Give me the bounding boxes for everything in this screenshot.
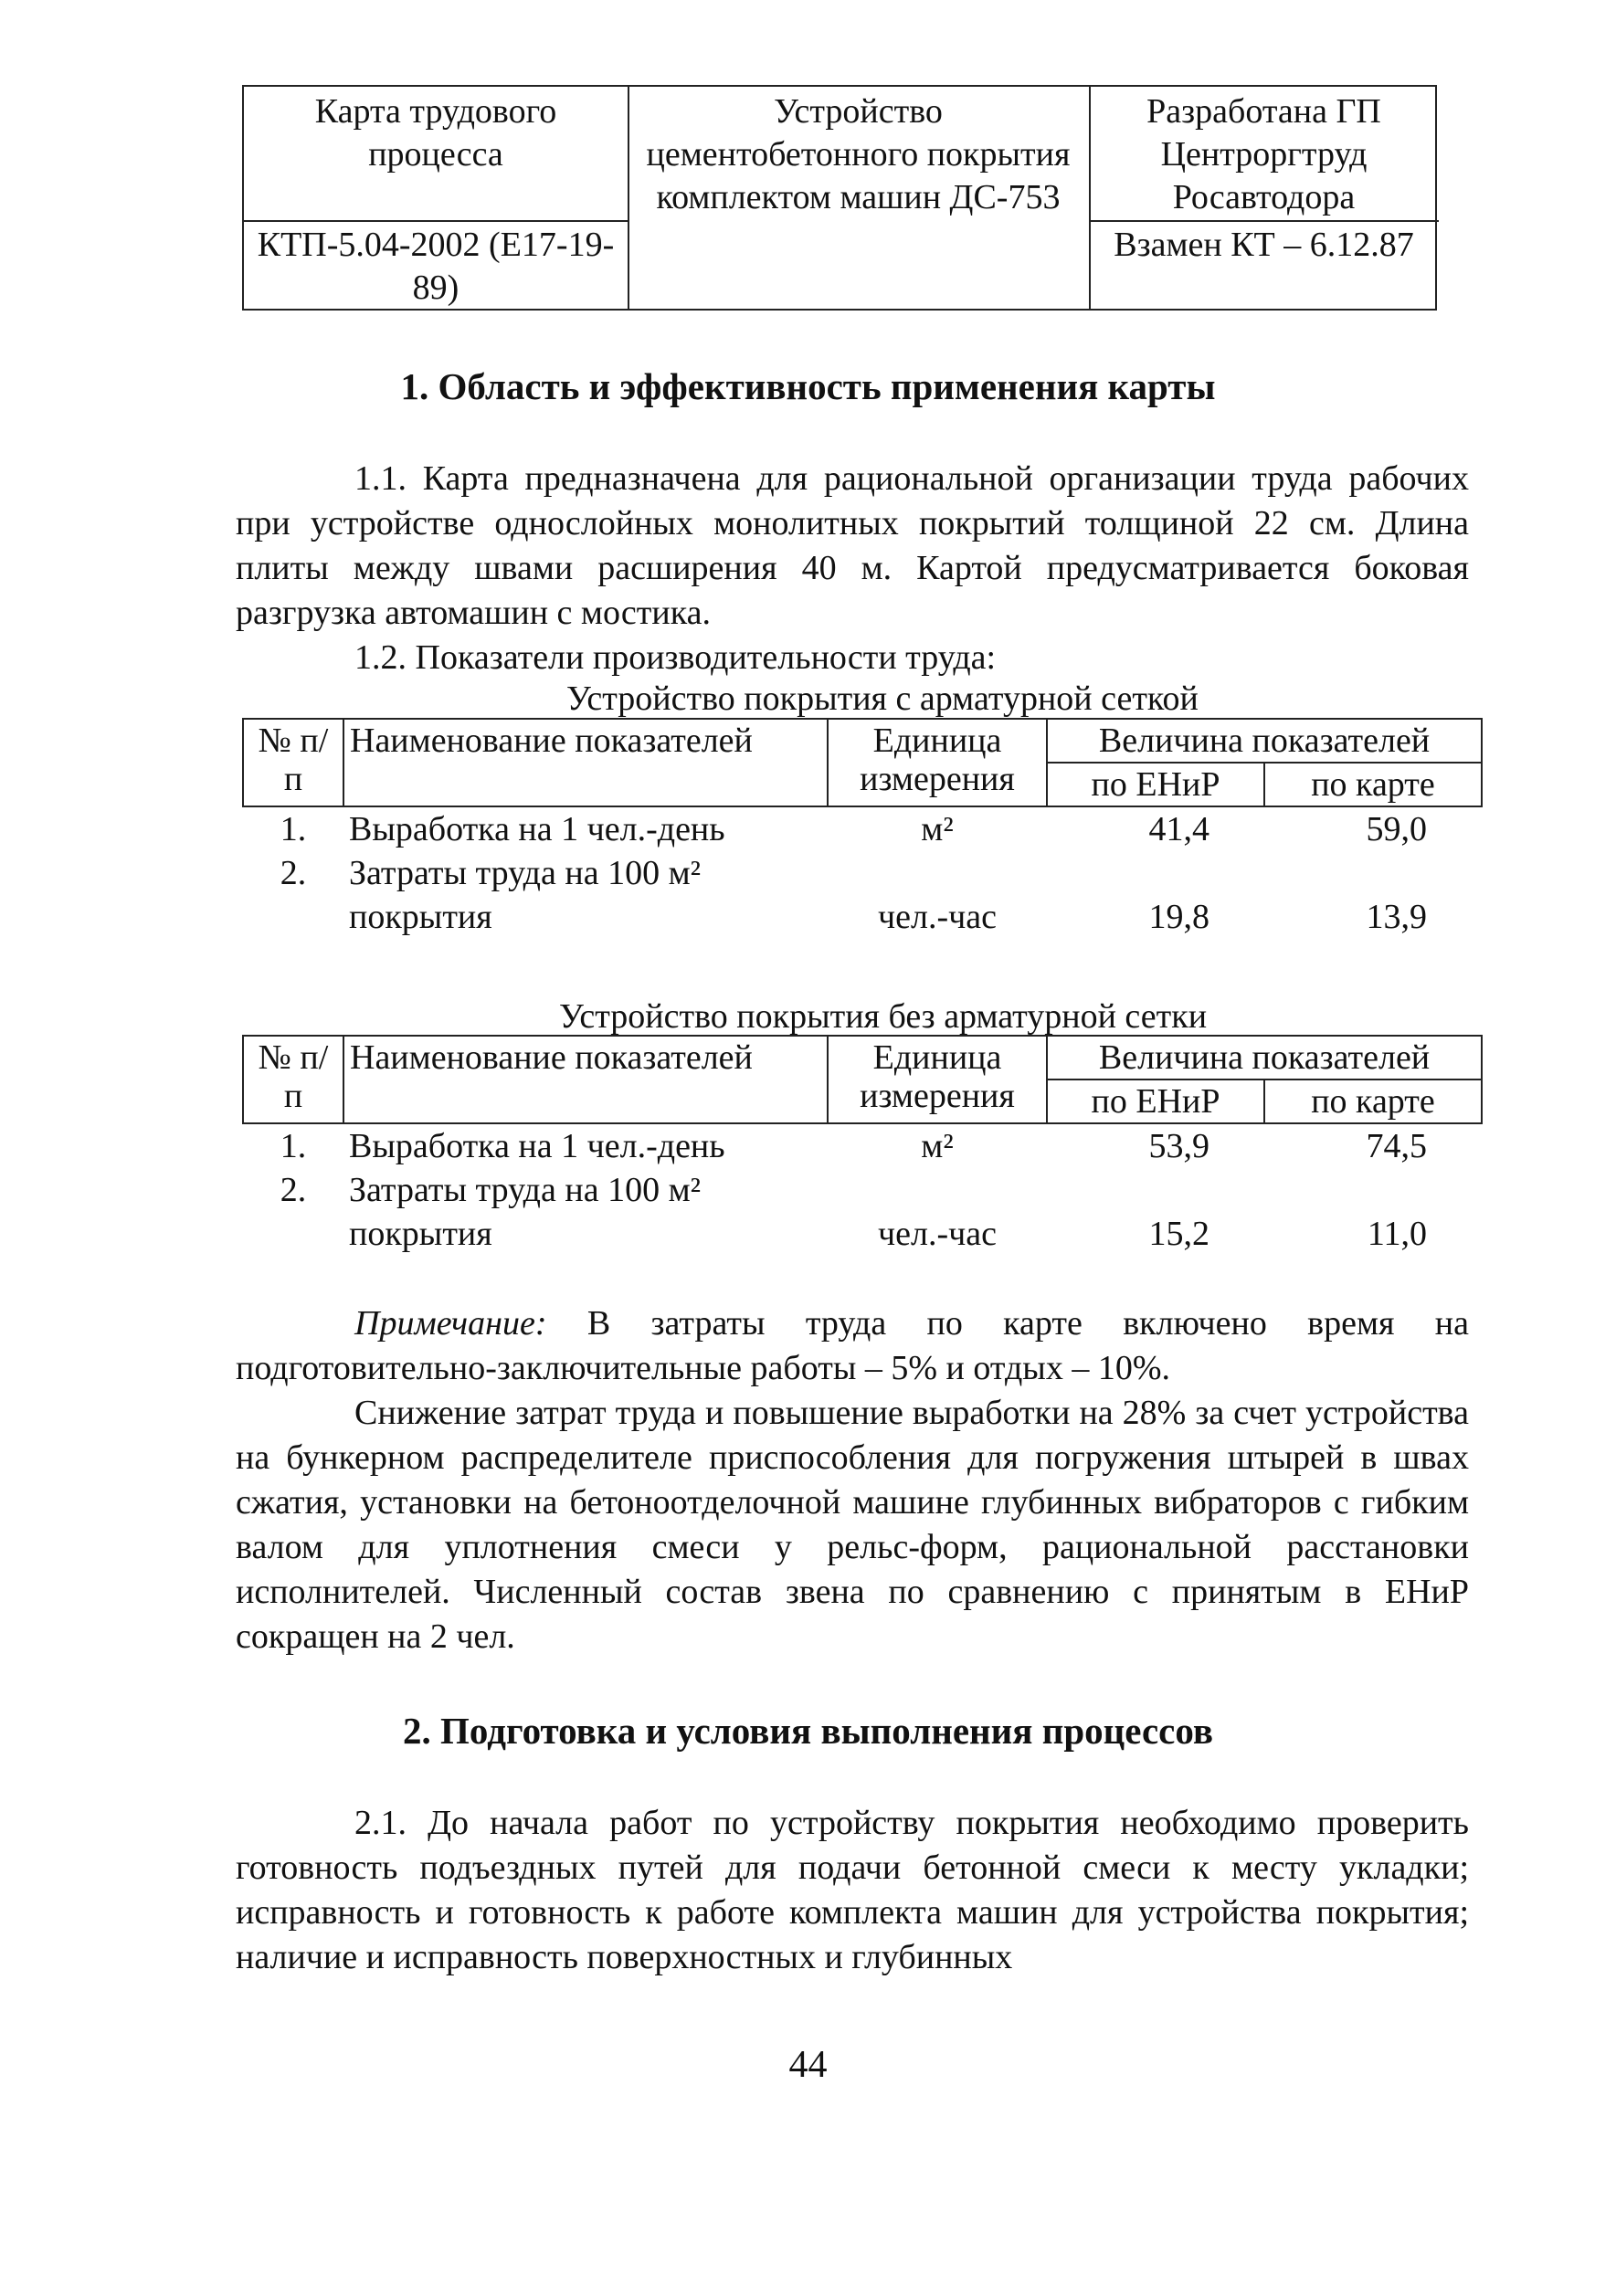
col-header-unit: Единица измерения xyxy=(828,1036,1047,1123)
card-replaces: Взамен КТ – 6.12.87 xyxy=(1114,226,1414,264)
card-developer: Разработана ГП Центроргтруд Росавтодора xyxy=(1146,92,1381,216)
row-value-card: 13,9 xyxy=(1366,898,1427,936)
table-1-caption: Устройство покрытия с арматурной сеткой xyxy=(566,679,1199,718)
col-header-by-card: по карте xyxy=(1264,763,1482,806)
row-num: 2. xyxy=(280,854,307,892)
row-value-enir: 53,9 xyxy=(1148,1127,1209,1165)
section-1-text xyxy=(236,457,1469,680)
col-header-name: Наименование показателей xyxy=(343,1036,828,1123)
section-2-text xyxy=(236,1801,1469,1980)
table-row xyxy=(243,1123,1482,1168)
col-header-name: Наименование показателей xyxy=(343,719,828,806)
col-header-by-enir: по ЕНиР xyxy=(1047,763,1264,806)
row-value-enir: 19,8 xyxy=(1148,898,1209,936)
col-header-num: № п/п xyxy=(243,719,343,806)
table-2-caption: Устройство покрытия без арматурной сетки xyxy=(559,997,1208,1036)
row-unit: м² xyxy=(921,1127,954,1165)
col-header-unit: Единица измерения xyxy=(828,719,1047,806)
table-row xyxy=(243,851,1482,939)
row-unit: м² xyxy=(921,810,954,848)
row-num: 2. xyxy=(280,1171,307,1209)
card-subject: Устройство цементобетонного покрытия комплектом машин ДС-753 xyxy=(646,92,1071,216)
table-row xyxy=(243,1168,1482,1256)
row-value-card: 74,5 xyxy=(1366,1127,1427,1165)
col-header-by-card: по карте xyxy=(1264,1080,1482,1123)
note-text: В затраты труда по карте включено время на подготовительно-заключительные работы – 5% и отдых – 10%. xyxy=(236,1304,1469,1387)
card-code: КТП-5.04-2002 (Е17-19-89) xyxy=(257,226,615,307)
header-stamp-table xyxy=(242,85,1437,311)
row-num: 1. xyxy=(280,810,307,848)
row-value-card: 59,0 xyxy=(1366,810,1427,848)
note-paragraph-2: Снижение затрат труда и повышение выработки на 28% за счет устройства на бункерном распределителе приспособления для погружения штырей в швах сжатия, установки на бетоноотделочной машине глубинных вибраторов с гибким валом для уплотнения смеси у рельс-форм, рациональной расстановки исполнителей. Численный состав звена по сравнению с принятым в ЕНиР сокращен на 2 чел. xyxy=(236,1394,1469,1656)
section-1-title: 1. Область и эффективность применения карты xyxy=(400,365,1216,407)
row-value-card: 11,0 xyxy=(1367,1215,1427,1253)
row-value-enir: 15,2 xyxy=(1148,1215,1209,1253)
note-label: Примечание: xyxy=(354,1304,547,1343)
col-header-values: Величина показателей xyxy=(1047,719,1482,763)
paragraph-1-2: 1.2. Показатели производительности труда: xyxy=(354,638,997,677)
indicators-table-without-mesh xyxy=(242,1035,1483,1256)
row-name: Выработка на 1 чел.-день xyxy=(349,1127,725,1165)
card-label: Карта трудового процесса xyxy=(314,92,557,174)
row-value-enir: 41,4 xyxy=(1148,810,1209,848)
note-block xyxy=(236,1301,1469,1659)
page-number: 44 xyxy=(788,2044,828,2086)
row-name: Выработка на 1 чел.-день xyxy=(349,810,725,848)
row-unit: чел.-час xyxy=(878,898,997,936)
paragraph-2-1: 2.1. До начала работ по устройству покрытия необходимо проверить готовность подъездных путей для подачи бетонной смеси к месту укладки; исправность и готовность к работе комплекта машин для устройства покрытия; наличие и исправность поверхностных и глубинных xyxy=(236,1804,1469,1976)
col-header-by-enir: по ЕНиР xyxy=(1047,1080,1264,1123)
col-header-values: Величина показателей xyxy=(1047,1036,1482,1080)
paragraph-1-1: 1.1. Карта предназначена для рациональной организации труда рабочих при устройстве однослойных монолитных покрытий толщиной 22 см. Длина плиты между швами расширения 40 м. Картой предусматривается боковая разгрузка автомашин с мостика. xyxy=(236,459,1469,632)
section-2-title: 2. Подготовка и условия выполнения процессов xyxy=(403,1710,1213,1752)
indicators-table-with-mesh xyxy=(242,718,1483,939)
table-row xyxy=(243,806,1482,851)
col-header-num: № п/п xyxy=(243,1036,343,1123)
row-name: Затраты труда на 100 м² покрытия xyxy=(349,1171,702,1253)
row-name: Затраты труда на 100 м² покрытия xyxy=(349,854,702,936)
row-num: 1. xyxy=(280,1127,307,1165)
row-unit: чел.-час xyxy=(878,1215,997,1253)
